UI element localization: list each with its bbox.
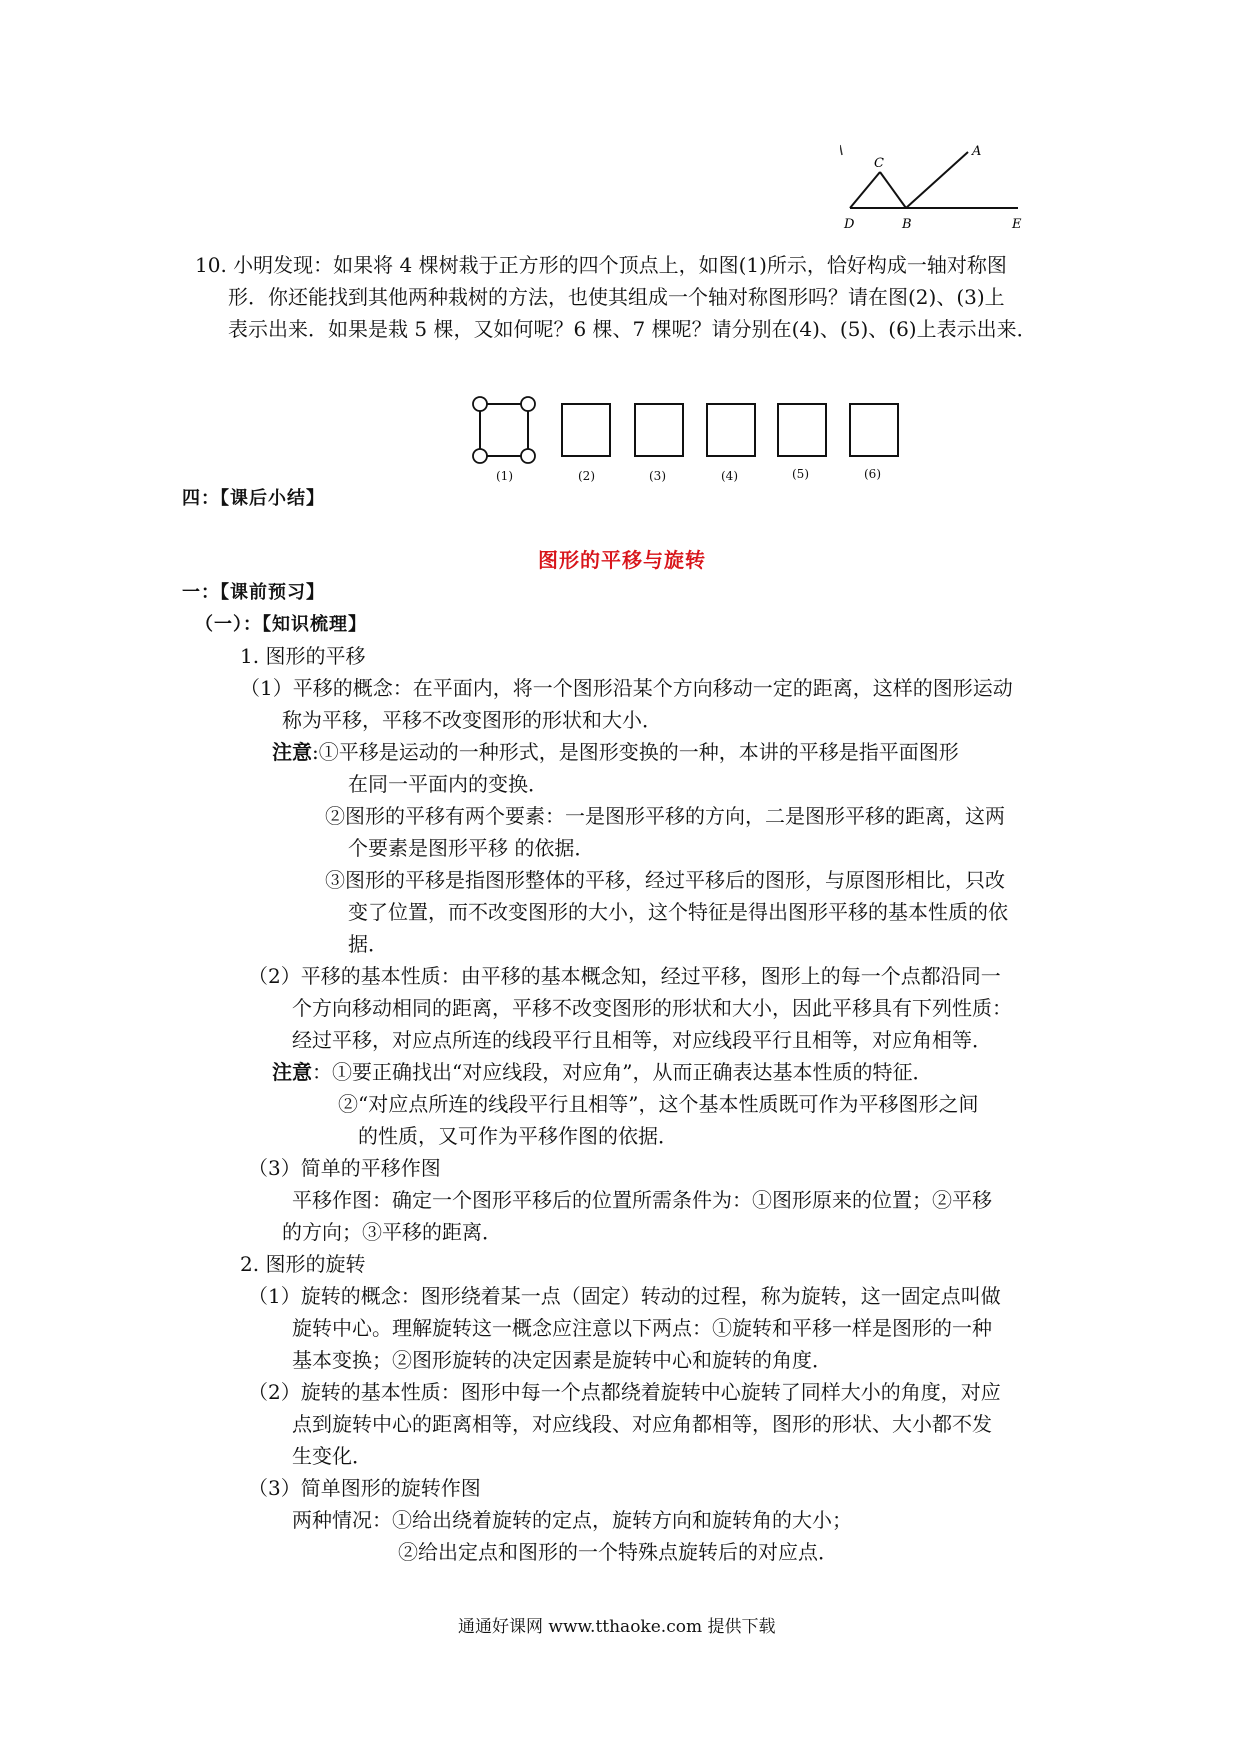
- tree-circle: [521, 449, 535, 463]
- square-6: [850, 404, 898, 456]
- label-c: C: [874, 156, 884, 171]
- figure-label-5: (5): [792, 467, 809, 481]
- p2-line1: （2）平移的基本性质：由平移的基本概念知，经过平移，图形上的每一个点都沿同一: [248, 964, 1001, 988]
- note1: [272, 738, 959, 766]
- figure-label-2: (2): [578, 469, 595, 483]
- tree-circle: [521, 397, 535, 411]
- r3-heading: （3）简单图形的旋转作图: [248, 1476, 481, 1500]
- figure-label-6: (6): [864, 467, 881, 481]
- note2-label: 注意: [272, 1060, 312, 1084]
- note-b-line1: ：①要正确找出“对应线段，对应角”，从而正确表达基本性质的特征．: [312, 1060, 933, 1084]
- square-5: [778, 404, 826, 456]
- note-label: 注意: [272, 740, 312, 764]
- page-footer: 通通好课网 www.tthaoke.com 提供下载: [458, 1617, 776, 1637]
- line-cb: [880, 172, 906, 208]
- note-b: [272, 1058, 932, 1086]
- problem10-line2: 形．你还能找到其他两种栽树的方法，也使其组成一个轴对称图形吗？请在图(2)、(3)上: [228, 285, 1005, 309]
- line-ba: [906, 152, 968, 208]
- note1-line2: 在同一平面内的变换．: [348, 772, 548, 796]
- section4-heading: 四：【课后小结】: [182, 488, 325, 509]
- p1-line2: 称为平移，平移不改变图形的形状和大小．: [282, 708, 662, 732]
- p2-line3: 经过平移，对应点所连的线段平行且相等，对应线段平行且相等，对应角相等．: [292, 1028, 992, 1052]
- square-1-frame: [480, 404, 528, 456]
- label-d: D: [844, 217, 855, 232]
- label-b: B: [902, 217, 912, 232]
- note1-line1: :①平移是运动的一种形式，是图形变换的一种，本讲的平移是指平面图形: [312, 740, 959, 764]
- r2-line1: （2）旋转的基本性质：图形中每一个点都绕着旋转中心旋转了同样大小的角度，对应: [248, 1380, 1001, 1404]
- triangle-figure: [840, 140, 1040, 240]
- note-b-line3: 的性质，又可作为平移作图的依据．: [358, 1124, 678, 1148]
- square-1: [473, 397, 535, 463]
- r2-line3: 生变化．: [292, 1444, 372, 1468]
- figure-label-4: (4): [721, 469, 738, 483]
- p3-line1: 平移作图：确定一个图形平移后的位置所需条件为：①图形原来的位置；②平移: [292, 1188, 992, 1212]
- square-2: [562, 404, 610, 456]
- r1-line1: （1）旋转的概念：图形绕着某一点（固定）转动的过程，称为旋转，这一固定点叫做: [248, 1284, 1001, 1308]
- r1-line2: 旋转中心。理解旋转这一概念应注意以下两点：①旋转和平移一样是图形的一种: [292, 1316, 992, 1340]
- heading-rotation: 2. 图形的旋转: [240, 1252, 366, 1276]
- problem10-line1: 10. 小明发现：如果将 4 棵树栽于正方形的四个顶点上，如图(1)所示，恰好构成一轴对称图: [195, 253, 1007, 277]
- p1-line1: （1）平移的概念：在平面内，将一个图形沿某个方向移动一定的距离，这样的图形运动: [240, 676, 1013, 700]
- note2-line1: ②图形的平移有两个要素：一是图形平移的方向，二是图形平移的距离，这两: [325, 804, 1005, 828]
- p3-line2: 的方向；③平移的距离．: [282, 1220, 502, 1244]
- square-4: [707, 404, 755, 456]
- note3-line3: 据．: [348, 932, 388, 956]
- r3-line2: ②给出定点和图形的一个特殊点旋转后的对应点．: [398, 1540, 838, 1564]
- r3-line1: 两种情况：①给出绕着旋转的定点，旋转方向和旋转角的大小；: [292, 1508, 852, 1532]
- note3-line2: 变了位置，而不改变图形的大小，这个特征是得出图形平移的基本性质的依: [348, 900, 1008, 924]
- label-e: E: [1012, 217, 1022, 232]
- tree-circle: [473, 449, 487, 463]
- r1-line3: 基本变换；②图形旋转的决定因素是旋转中心和旋转的角度．: [292, 1348, 832, 1372]
- note2-line2: 个要素是图形平移 的依据．: [348, 836, 595, 860]
- tree-circle: [473, 397, 487, 411]
- figure-label-3: (3): [649, 469, 666, 483]
- p2-line2: 个方向移动相同的距离，平移不改变图形的形状和大小，因此平移具有下列性质：: [292, 996, 1012, 1020]
- p3-heading: （3）简单的平移作图: [248, 1156, 441, 1180]
- tree-squares-figure: [460, 395, 910, 495]
- section1-heading: 一：【课前预习】: [182, 582, 325, 603]
- note3-line1: ③图形的平移是指图形整体的平移，经过平移后的图形，与原图形相比，只改: [325, 868, 1005, 892]
- figure-tick: [840, 145, 842, 155]
- line-dc: [850, 172, 880, 208]
- label-a: A: [972, 144, 982, 159]
- problem10-line3: 表示出来．如果是栽 5 棵，又如何呢？6 棵、7 棵呢？请分别在(4)、(5)、(6)上表示出来．: [228, 317, 1037, 341]
- page-title: 图形的平移与旋转: [538, 548, 706, 572]
- subsection-heading: （一）：【知识梳理】: [195, 614, 367, 635]
- r2-line2: 点到旋转中心的距离相等，对应线段、对应角都相等，图形的形状、大小都不发: [292, 1412, 992, 1436]
- square-3: [635, 404, 683, 456]
- heading-translation: 1. 图形的平移: [240, 644, 366, 668]
- figure-label-1: (1): [496, 469, 513, 483]
- note-b-line2: ②“对应点所连的线段平行且相等”，这个基本性质既可作为平移图形之间: [338, 1092, 979, 1116]
